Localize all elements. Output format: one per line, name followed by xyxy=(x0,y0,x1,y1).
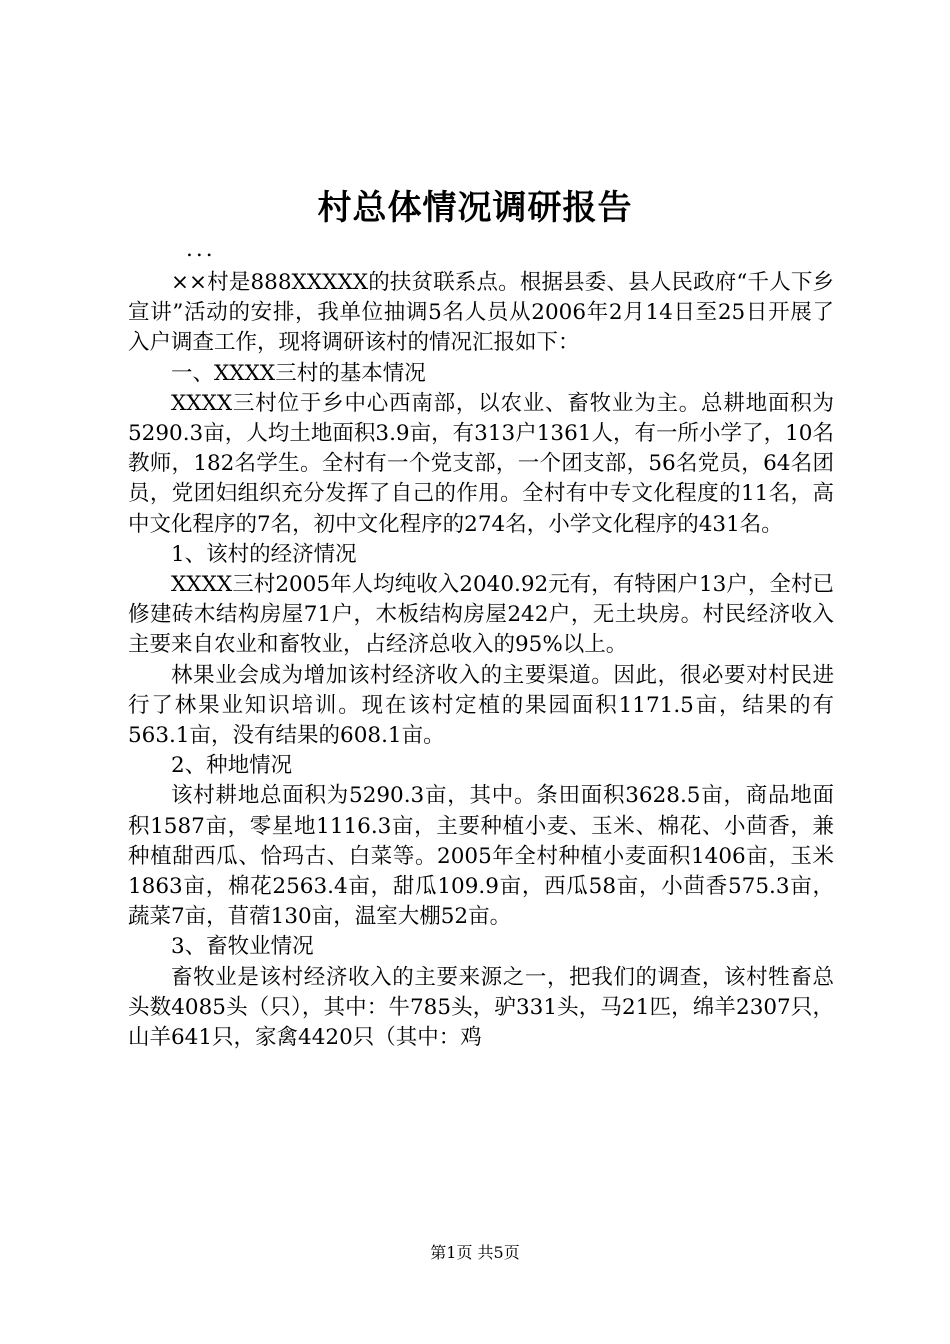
section-heading-basic-info: 一、XXXX三村的基本情况 xyxy=(171,360,426,386)
subsection-heading-farmland: 2、种地情况 xyxy=(171,753,293,779)
subsection-heading-livestock: 3、畜牧业情况 xyxy=(171,934,314,960)
orchard-paragraph: 林果业会成为增加该村经济收入的主要渠道。因此，很必要对村民进行了林果业知识培训。现在该村定植的果园面积1171.5亩，结果的有563.1亩，没有结果的608.1亩。 xyxy=(128,662,834,749)
document-title: 村总体情况调研报告 xyxy=(317,188,633,228)
livestock-paragraph: 畜牧业是该村经济收入的主要来源之一，把我们的调查，该村牲畜总头数4085头（只），其中：牛785头，驴331头，马21匹，绵羊2307只，山羊641只，家禽4420只（其中：鸡 xyxy=(128,964,834,1051)
intro-paragraph: ××村是888XXXXX的扶贫联系点。根据县委、县人民政府“千人下乡宣讲”活动的安排，我单位抽调5名人员从2006年2月14日至25日开展了入户调查工作，现将调研该村的情况汇报如下： xyxy=(128,270,834,356)
basic-info-paragraph: XXXX三村位于乡中心西南部，以农业、畜牧业为主。总耕地面积为5290.3亩，人均土地面积3.9亩，有313户1361人，有一所小学了，10名教师，182名学生。全村有一个党支部，一个团支部，56名党员，64名团员，党团妇组织充分发挥了自己的作用。全村有中专文化程度的11名，高中文化程序的7名，初中文化程序的274名，小学文化程序的431名。 xyxy=(128,390,834,537)
subsection-heading-economy: 1、该村的经济情况 xyxy=(171,541,357,567)
document-body xyxy=(128,238,834,1053)
page-footer: 第1页 共5页 xyxy=(430,1243,520,1262)
ellipsis-line: ... xyxy=(186,237,216,262)
economy-paragraph: XXXX三村2005年人均纯收入2040.92元有，有特困户13户，全村已修建砖木结构房屋71户，木板结构房屋242户，无土块房。村民经济收入主要来自农业和畜牧业，占经济总收入的95%以上。 xyxy=(128,572,834,658)
farmland-paragraph: 该村耕地总面积为5290.3亩，其中。条田面积3628.5亩，商品地面积1587亩，零星地1116.3亩，主要种植小麦、玉米、棉花、小茴香，兼种植甜西瓜、恰玛古、白菜等。2005年全村种植小麦面积1406亩，玉米1863亩，棉花2563.4亩，甜瓜109.9亩，西瓜58亩，小茴香575.3亩，蔬菜7亩，苜蓿130亩，温室大棚52亩。 xyxy=(128,783,834,930)
